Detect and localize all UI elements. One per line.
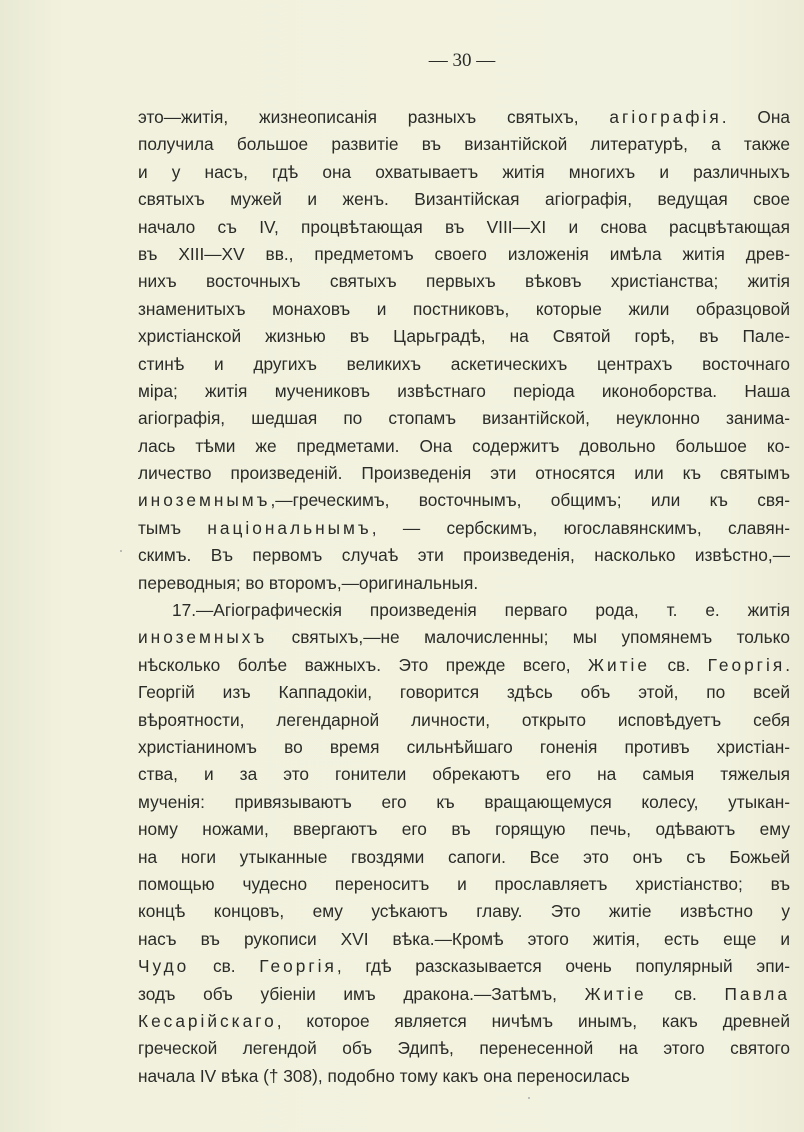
text-line bbox=[138, 1063, 790, 1090]
text-segment: скимъ. Въ первомъ случаѣ эти произведенія, насколько извѣстно,— bbox=[138, 545, 790, 566]
text-segment: , — сербскимъ, югославянскимъ, славян- bbox=[371, 517, 790, 538]
spaced-emphasis-text: національнымъ bbox=[207, 517, 372, 538]
text-line bbox=[138, 981, 790, 1008]
text-line bbox=[138, 378, 790, 405]
text-line bbox=[138, 679, 790, 706]
spaced-emphasis-text: Чудо bbox=[138, 956, 190, 977]
spaced-emphasis-text: Павла bbox=[724, 983, 790, 1004]
text-segment: на ноги утыканные гвоздями сапоги. Все это онъ съ Божьей bbox=[138, 846, 790, 867]
text-segment: нихъ восточныхъ святыхъ первыхъ вѣковъ христіанства; житія bbox=[138, 271, 790, 292]
scan-speck bbox=[528, 1097, 530, 1099]
spaced-emphasis-text: Житіе bbox=[584, 983, 647, 1004]
text-line bbox=[138, 515, 790, 542]
text-line bbox=[138, 159, 790, 186]
text-segment: . Она bbox=[721, 107, 790, 127]
text-segment: , гдѣ разсказывается очень популярный эпи- bbox=[336, 956, 790, 977]
spaced-emphasis-text: агіографія bbox=[609, 107, 722, 127]
text-line bbox=[138, 761, 790, 788]
text-line bbox=[138, 323, 790, 350]
text-segment: христіаниномъ во время сильнѣйшаго гоненія противъ христіан- bbox=[138, 736, 790, 757]
text-line bbox=[138, 652, 790, 679]
text-segment: св. bbox=[646, 983, 725, 1004]
text-segment: и у насъ, гдѣ она охватываетъ житія многихъ и различныхъ bbox=[138, 161, 790, 182]
spaced-emphasis-text: Кесарійскаго bbox=[138, 1010, 277, 1031]
text-segment: ному ножами, ввергаютъ его въ горящую печь, одѣваютъ ему bbox=[138, 819, 790, 840]
text-line bbox=[138, 296, 790, 323]
text-segment: христіанской жизнью въ Царьградѣ, на Святой горѣ, въ Пале- bbox=[138, 326, 790, 347]
text-segment: получила большое развитіе въ византійской литературѣ, а также bbox=[138, 134, 790, 155]
text-segment: начало съ IV, процвѣтающая въ VIII—XI и снова расцвѣтающая bbox=[138, 216, 790, 237]
scan-speck bbox=[120, 550, 122, 552]
text-segment: Георгій изъ Каппадокіи, говорится здѣсь объ этой, по всей bbox=[138, 682, 790, 703]
text-segment: . bbox=[785, 654, 790, 675]
text-line bbox=[138, 624, 790, 651]
text-segment: насъ въ рукописи XVI вѣка.—Кромѣ этого житія, есть еще и bbox=[138, 928, 790, 949]
text-segment: личество произведеній. Произведенія эти относятся или къ святымъ bbox=[138, 463, 790, 484]
text-segment: святыхъ мужей и женъ. Византійская агіографія, ведущая свое bbox=[138, 189, 790, 210]
text-segment: ства, и за это гонители обрекаютъ его на самыя тяжелыя bbox=[138, 764, 790, 785]
text-segment: знаменитыхъ монаховъ и постниковъ, которые жили образцовой bbox=[138, 298, 790, 319]
text-segment: св. bbox=[189, 956, 260, 977]
text-line bbox=[138, 460, 790, 487]
text-line bbox=[138, 789, 790, 816]
text-line bbox=[138, 351, 790, 378]
spaced-emphasis-text: иноземнымъ bbox=[138, 490, 271, 511]
text-line bbox=[138, 268, 790, 295]
text-line bbox=[138, 542, 790, 569]
text-line bbox=[138, 405, 790, 432]
page-number: — 30 — bbox=[428, 50, 496, 71]
spaced-emphasis-text: Георгія bbox=[259, 956, 337, 977]
text-segment: агіографія, шедшая по стопамъ византійской, неуклонно занима- bbox=[138, 408, 790, 429]
spaced-emphasis-text: Житіе bbox=[588, 654, 650, 675]
text-segment: вѣроятности, легендарной личности, открыто исповѣдуетъ себя bbox=[138, 709, 790, 730]
text-line bbox=[138, 570, 790, 597]
text-segment: святыхъ,—не малочисленны; мы упомянемъ только bbox=[267, 627, 790, 648]
text-line bbox=[138, 241, 790, 268]
text-line bbox=[138, 871, 790, 898]
text-line bbox=[138, 844, 790, 871]
text-line bbox=[138, 816, 790, 843]
text-segment: концѣ концовъ, ему усѣкаютъ главу. Это житіе извѣстно у bbox=[138, 901, 790, 922]
text-segment: тымъ bbox=[138, 517, 208, 538]
text-line bbox=[138, 104, 790, 131]
text-line bbox=[138, 707, 790, 734]
text-line bbox=[138, 898, 790, 925]
text-segment: зодъ объ убіеніи имъ дракона.—Затѣмъ, bbox=[138, 983, 585, 1004]
text-segment: въ XIII—XV вв., предметомъ своего изложенія имѣла житія древ- bbox=[138, 243, 790, 264]
text-segment: ,—греческимъ, восточнымъ, общимъ; или къ свя- bbox=[270, 490, 790, 511]
text-segment: св. bbox=[650, 654, 708, 675]
body-text bbox=[138, 104, 790, 1090]
text-segment: міра; житія мучениковъ извѣстнаго періода иконоборства. Наша bbox=[138, 380, 790, 401]
text-line bbox=[138, 1008, 790, 1035]
text-segment: стинѣ и другихъ великихъ аскетическихъ центрахъ восточнаго bbox=[138, 353, 790, 374]
text-segment: греческой легендой объ Эдипѣ, перенесенной на этого святого bbox=[138, 1038, 790, 1059]
text-line bbox=[138, 487, 790, 514]
text-segment: , которое является ничѣмъ инымъ, какъ древней bbox=[276, 1010, 790, 1031]
text-line bbox=[138, 186, 790, 213]
spaced-emphasis-text: Георгія bbox=[707, 654, 786, 675]
text-line bbox=[138, 597, 790, 624]
text-segment: начала IV вѣка († 308), подобно тому какъ она переносилась bbox=[138, 1065, 630, 1086]
text-line bbox=[138, 734, 790, 761]
text-segment: переводныя; во второмъ,—оригинальныя. bbox=[138, 572, 479, 593]
text-line bbox=[138, 131, 790, 158]
text-segment: нѣсколько болѣе важныхъ. Это прежде всего, bbox=[138, 654, 589, 675]
text-line bbox=[138, 433, 790, 460]
text-segment: лась тѣми же предметами. Она содержитъ довольно большое ко- bbox=[138, 435, 790, 456]
text-line bbox=[138, 1035, 790, 1062]
text-segment: 17.—Агіографическія произведенія перваго рода, т. е. житія bbox=[172, 600, 790, 621]
text-line bbox=[138, 953, 790, 980]
text-segment: это—житія, жизнеописанія разныхъ святыхъ, bbox=[138, 107, 610, 127]
text-line bbox=[138, 214, 790, 241]
spaced-emphasis-text: иноземныхъ bbox=[138, 627, 268, 648]
text-segment: помощью чудесно переноситъ и прославляетъ христіанство; въ bbox=[138, 873, 790, 894]
text-line bbox=[138, 926, 790, 953]
text-segment: мученія: привязываютъ его къ вращающемуся колесу, утыкан- bbox=[138, 791, 790, 812]
